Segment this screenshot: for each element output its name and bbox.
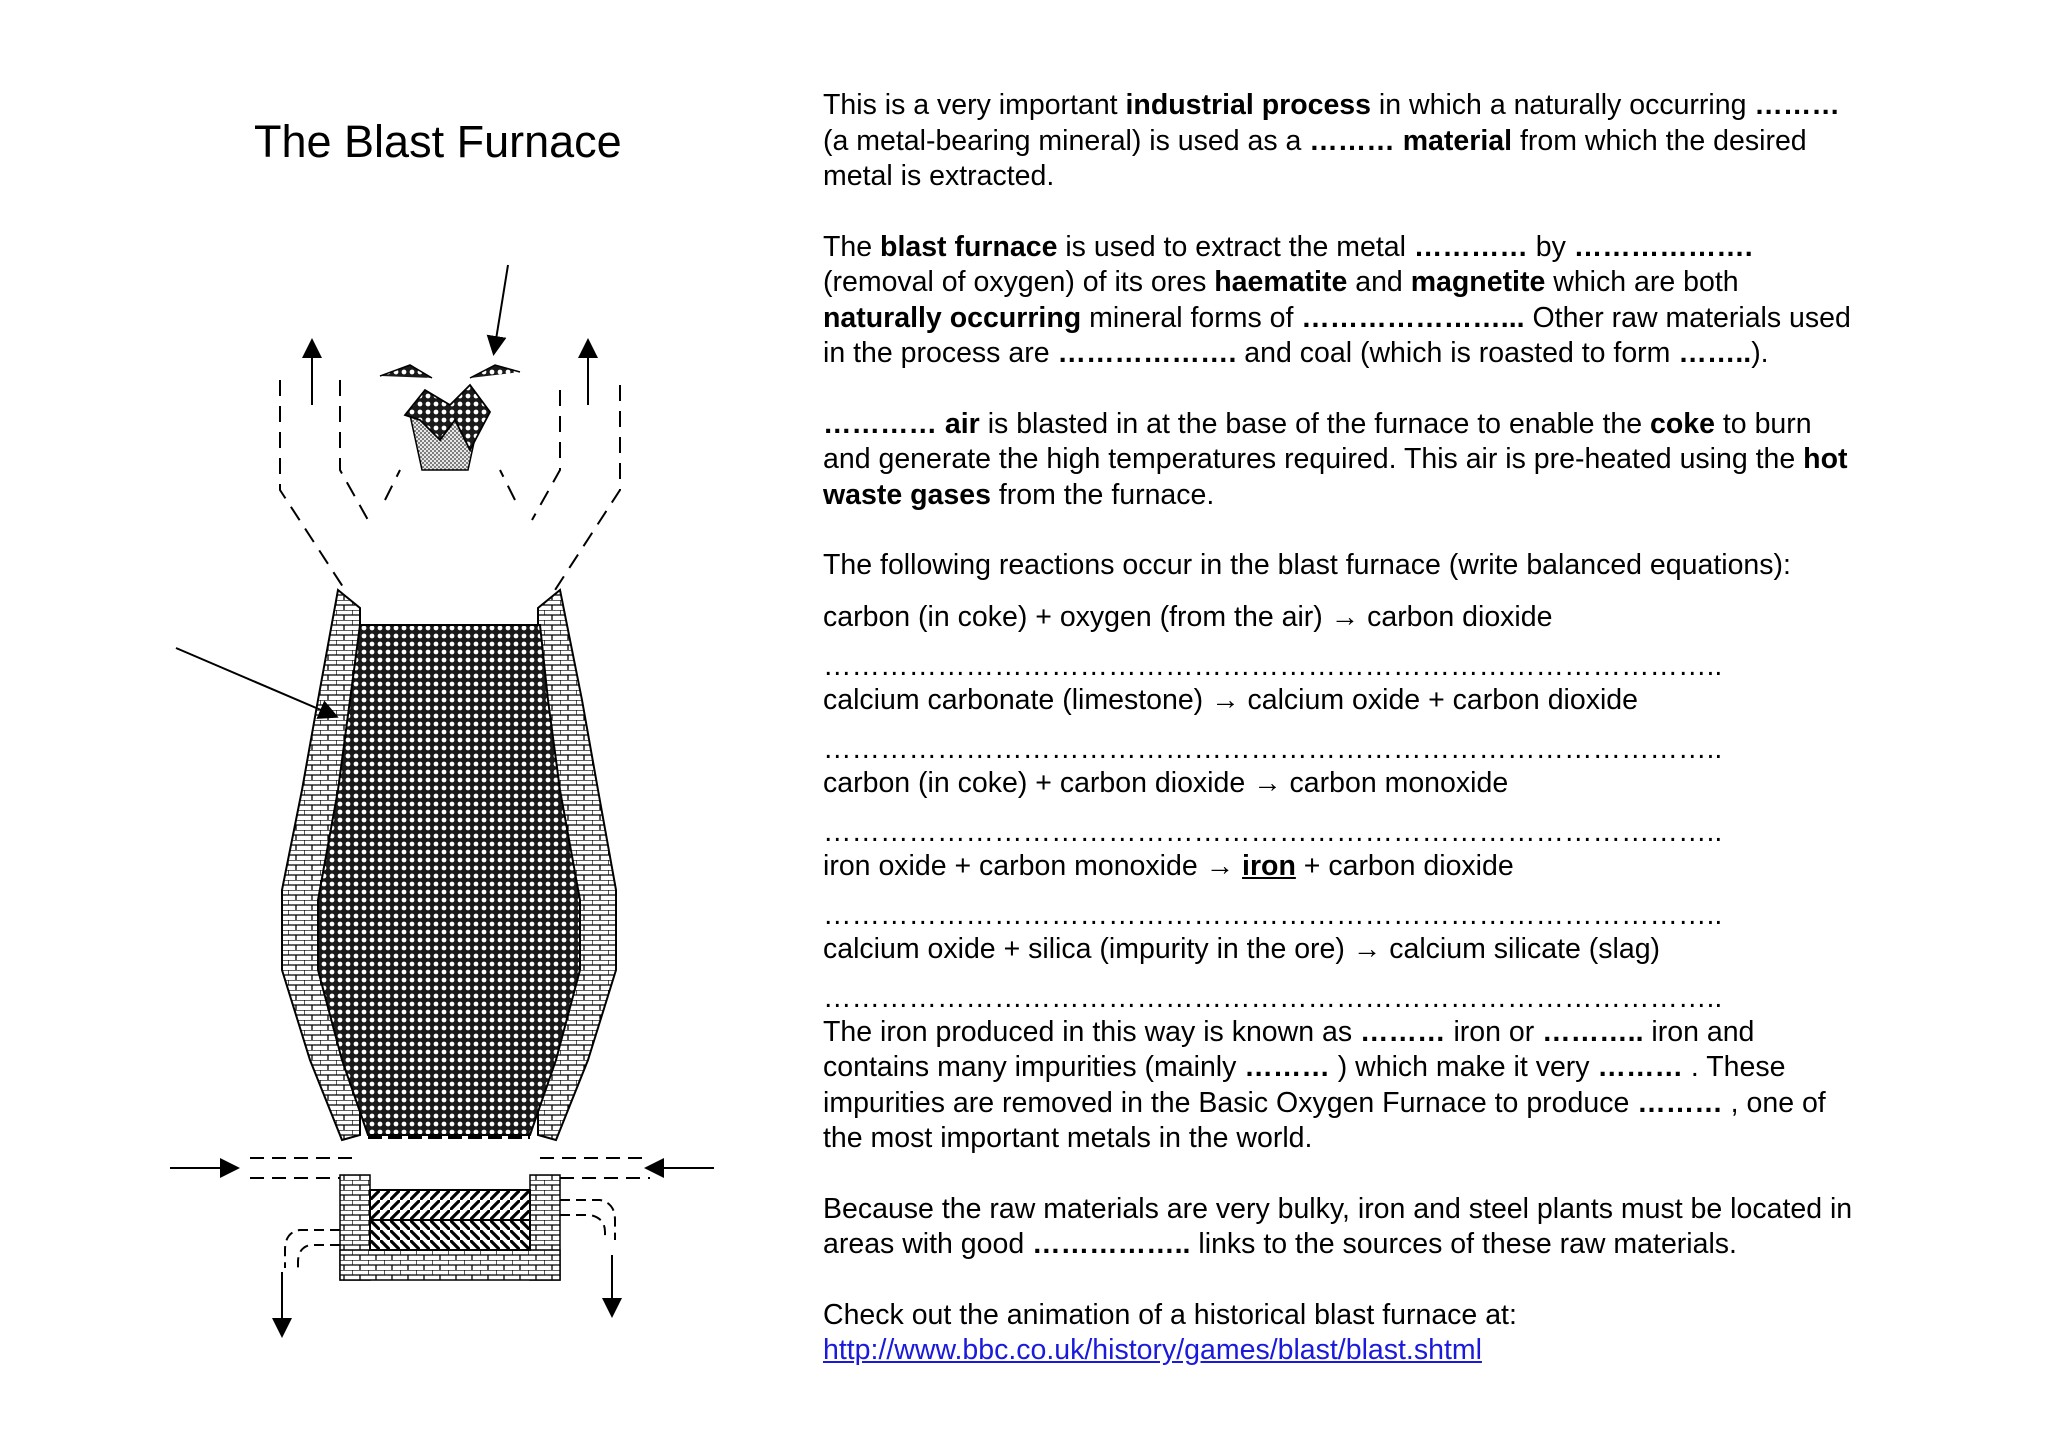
bold-term: air [937,407,980,440]
text: The iron produced in this way is known as [823,1015,1361,1048]
blank: ……… [1360,1015,1446,1048]
answer-line-2: ………………………………………………………………………………….. [823,733,1723,765]
blank: ………… [1413,230,1528,263]
text: links to the sources of these raw materials. [1190,1228,1737,1260]
text: is blasted in at the base of the furnace to enable the [979,407,1650,440]
bold-term: blast furnace [880,230,1058,263]
text: Check out the animation of a historical blast furnace at: [823,1298,1517,1331]
reaction-1: carbon (in coke) + oxygen (from the air) → carbon dioxide [823,600,1553,633]
reactions-list [823,600,1963,1017]
hot-air-inlets [170,1158,714,1178]
text: and coal (which is roasted to form [1236,337,1679,369]
text: iron and [1643,1015,1755,1048]
furnace-charge [318,625,580,1135]
animation-paragraph [823,1298,1963,1369]
text: ) which make it very [1329,1051,1598,1083]
intro-paragraph [823,88,1963,195]
blank: ………… [823,407,937,440]
blank: …………………... [1301,301,1525,334]
bold-term: iron [1242,849,1296,882]
bbc-animation-link[interactable]: http://www.bbc.co.uk/history/games/blast/blast.shtml [823,1334,1482,1366]
furnace-hearth [340,1175,560,1280]
text: mineral forms of [1081,301,1302,334]
answer-line-3: ………………………………………………………………………………….. [823,816,1723,848]
text: which are both [1545,266,1739,298]
extraction-paragraph [823,230,1963,372]
text: contains many impurities (mainly [823,1051,1245,1083]
page-title: The Blast Furnace [254,116,622,167]
text: and generate the high temperatures required. This air is pre-heated using the [823,443,1804,475]
text: + carbon dioxide [1295,849,1514,882]
answer-line-4: ………………………………………………………………………………….. [823,899,1723,931]
reaction-4 [823,849,1963,885]
reaction-3: carbon (in coke) + carbon dioxide → carbon monoxide [823,766,1509,799]
bold-term: hot [1803,443,1848,475]
raw-materials-arrow [494,265,508,352]
text: , one of [1722,1086,1826,1119]
text: in which a naturally occurring [1371,89,1755,121]
worksheet-text [823,88,1963,1404]
text: is used to extract the metal [1057,230,1414,263]
text: Because the raw materials are very bulky, iron and steel plants must be located in [823,1192,1853,1225]
charging-hopper [380,365,520,470]
text: from which the desired [1512,124,1807,157]
text: (removal of oxygen) of its ores [823,266,1215,298]
blank: …….. [1678,337,1752,369]
blank: ……… [1597,1051,1683,1083]
bold-term: magnetite [1410,266,1546,298]
text: by [1527,230,1574,263]
text: metal is extracted. [823,160,1055,192]
blank: …………….. [1032,1228,1191,1260]
text: in the process are [823,337,1058,369]
text: to burn [1714,407,1812,440]
text: and [1347,266,1411,298]
answer-line-5: ………………………………………………………………………………….. [823,982,1723,1014]
blank: ……… [1244,1051,1330,1083]
lining-pointer-arrow [176,648,335,716]
pig-iron-paragraph [823,1015,1963,1157]
text: (a metal-bearing mineral) is used as a [823,124,1310,157]
reaction-2: calcium carbonate (limestone) → calcium oxide + carbon dioxide [823,683,1639,716]
reaction-5: calcium oxide + silica (impurity in the ore) → calcium silicate (slag) [823,932,1661,965]
blank: ……… [1754,89,1840,121]
text: the most important metals in the world. [823,1122,1313,1154]
location-paragraph [823,1192,1963,1263]
text: from the furnace. [990,478,1215,511]
bold-term: naturally occurring [823,301,1082,334]
blank: ………………. [1573,230,1753,263]
text: . These [1682,1051,1786,1083]
text: ). [1751,337,1769,369]
reactions-intro: The following reactions occur in the blast furnace (write balanced equations): [823,549,1791,581]
air-paragraph [823,407,1963,514]
text: iron or [1445,1015,1543,1048]
text: iron oxide + carbon monoxide → [823,849,1243,882]
text: areas with good [823,1228,1033,1260]
bold-term: industrial process [1125,89,1372,121]
blank: ………………. [1057,337,1237,369]
blast-furnace-diagram [0,0,760,1447]
text: The [823,230,881,263]
bold-term: haematite [1214,266,1348,298]
bold-term: ……… material [1309,124,1513,157]
text: This is a very important [823,89,1126,121]
answer-line-1: ………………………………………………………………………………….. [823,650,1723,682]
text: Other raw materials used [1524,301,1851,334]
bold-term: waste gases [823,478,991,511]
text: impurities are removed in the Basic Oxygen Furnace to produce [823,1086,1638,1119]
blank: ……… [1637,1086,1723,1119]
bold-term: coke [1650,407,1715,440]
blank: ……….. [1542,1015,1644,1048]
